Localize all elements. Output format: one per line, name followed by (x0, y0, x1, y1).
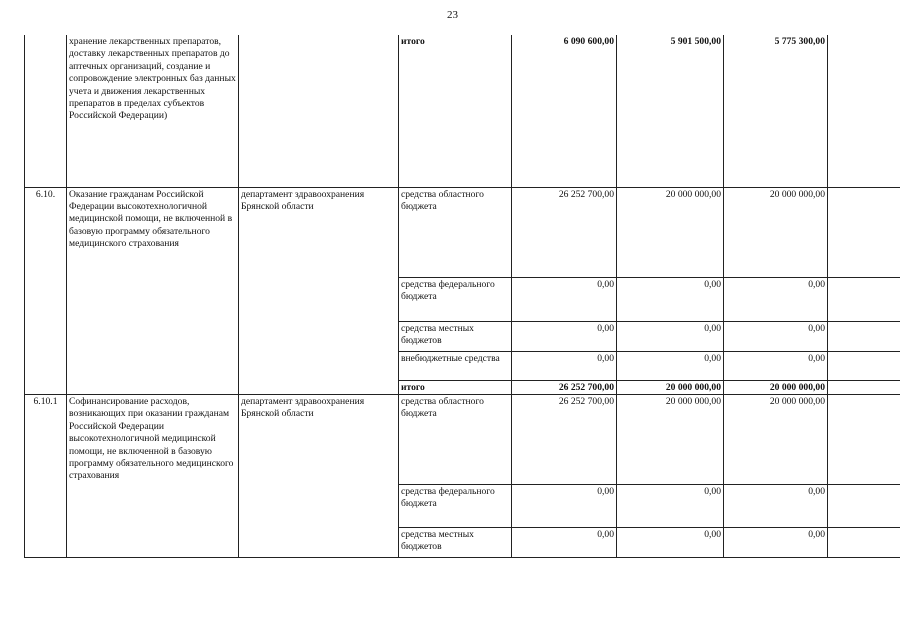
table-row (25, 394, 900, 484)
value-year-1: 6 090 600,00 (512, 35, 617, 187)
value-year-1: 0,00 (512, 277, 617, 321)
source-label: средства областного бюджета (399, 187, 512, 277)
measure-name: Оказание гражданам Российской Федерации высокотехнологичной медицинской помощи, не включенной в базовую программу обязательного медицинского страхования (67, 187, 239, 394)
empty-cell (828, 351, 900, 380)
row-number: 6.10. (25, 187, 67, 394)
value-year-2: 20 000 000,00 (617, 380, 724, 394)
value-year-2: 20 000 000,00 (617, 187, 724, 277)
empty-cell (828, 394, 900, 484)
source-label: средства местных бюджетов (399, 321, 512, 351)
executor (239, 35, 399, 187)
source-label: итого (399, 380, 512, 394)
value-year-1: 26 252 700,00 (512, 380, 617, 394)
source-label: внебюджетные средства (399, 351, 512, 380)
value-year-2: 5 901 500,00 (617, 35, 724, 187)
empty-cell (828, 187, 900, 277)
value-year-3: 0,00 (724, 277, 828, 321)
empty-cell (828, 35, 900, 187)
value-year-1: 0,00 (512, 527, 617, 557)
value-year-1: 0,00 (512, 484, 617, 527)
value-year-3: 5 775 300,00 (724, 35, 828, 187)
source-label: средства местных бюджетов (399, 527, 512, 557)
value-year-2: 0,00 (617, 321, 724, 351)
empty-cell (828, 321, 900, 351)
table-row (25, 187, 900, 277)
empty-cell (828, 380, 900, 394)
row-number: 6.10.1 (25, 394, 67, 557)
table-row (25, 35, 900, 187)
measure-name: Софинансирование расходов, возникающих при оказании гражданам Российской Федерации высокотехнологичной медицинской помощи, не включенной в базовую программу обязательного медицинского страхования (67, 394, 239, 557)
value-year-1: 26 252 700,00 (512, 187, 617, 277)
value-year-3: 20 000 000,00 (724, 394, 828, 484)
value-year-1: 0,00 (512, 321, 617, 351)
value-year-2: 0,00 (617, 484, 724, 527)
executor: департамент здравоохранения Брянской области (239, 187, 399, 394)
empty-cell (828, 484, 900, 527)
empty-cell (828, 277, 900, 321)
value-year-3: 0,00 (724, 351, 828, 380)
budget-table (24, 35, 900, 558)
empty-cell (828, 527, 900, 557)
page-number: 23 (447, 9, 458, 21)
value-year-3: 0,00 (724, 484, 828, 527)
value-year-3: 0,00 (724, 321, 828, 351)
source-label: средства федерального бюджета (399, 484, 512, 527)
value-year-2: 20 000 000,00 (617, 394, 724, 484)
source-label: средства федерального бюджета (399, 277, 512, 321)
value-year-2: 0,00 (617, 277, 724, 321)
value-year-2: 0,00 (617, 527, 724, 557)
value-year-3: 0,00 (724, 527, 828, 557)
value-year-1: 26 252 700,00 (512, 394, 617, 484)
value-year-3: 20 000 000,00 (724, 187, 828, 277)
measure-name: хранение лекарственных препаратов, доставку лекарственных препаратов до аптечных организаций, создание и сопровождение электронных баз данных учета и движения лекарственных препаратов в пределах субъектов Российской Федерации) (67, 35, 239, 187)
row-number (25, 35, 67, 187)
value-year-2: 0,00 (617, 351, 724, 380)
source-label: средства областного бюджета (399, 394, 512, 484)
value-year-3: 20 000 000,00 (724, 380, 828, 394)
value-year-1: 0,00 (512, 351, 617, 380)
executor: департамент здравоохранения Брянской области (239, 394, 399, 557)
source-label: итого (399, 35, 512, 187)
